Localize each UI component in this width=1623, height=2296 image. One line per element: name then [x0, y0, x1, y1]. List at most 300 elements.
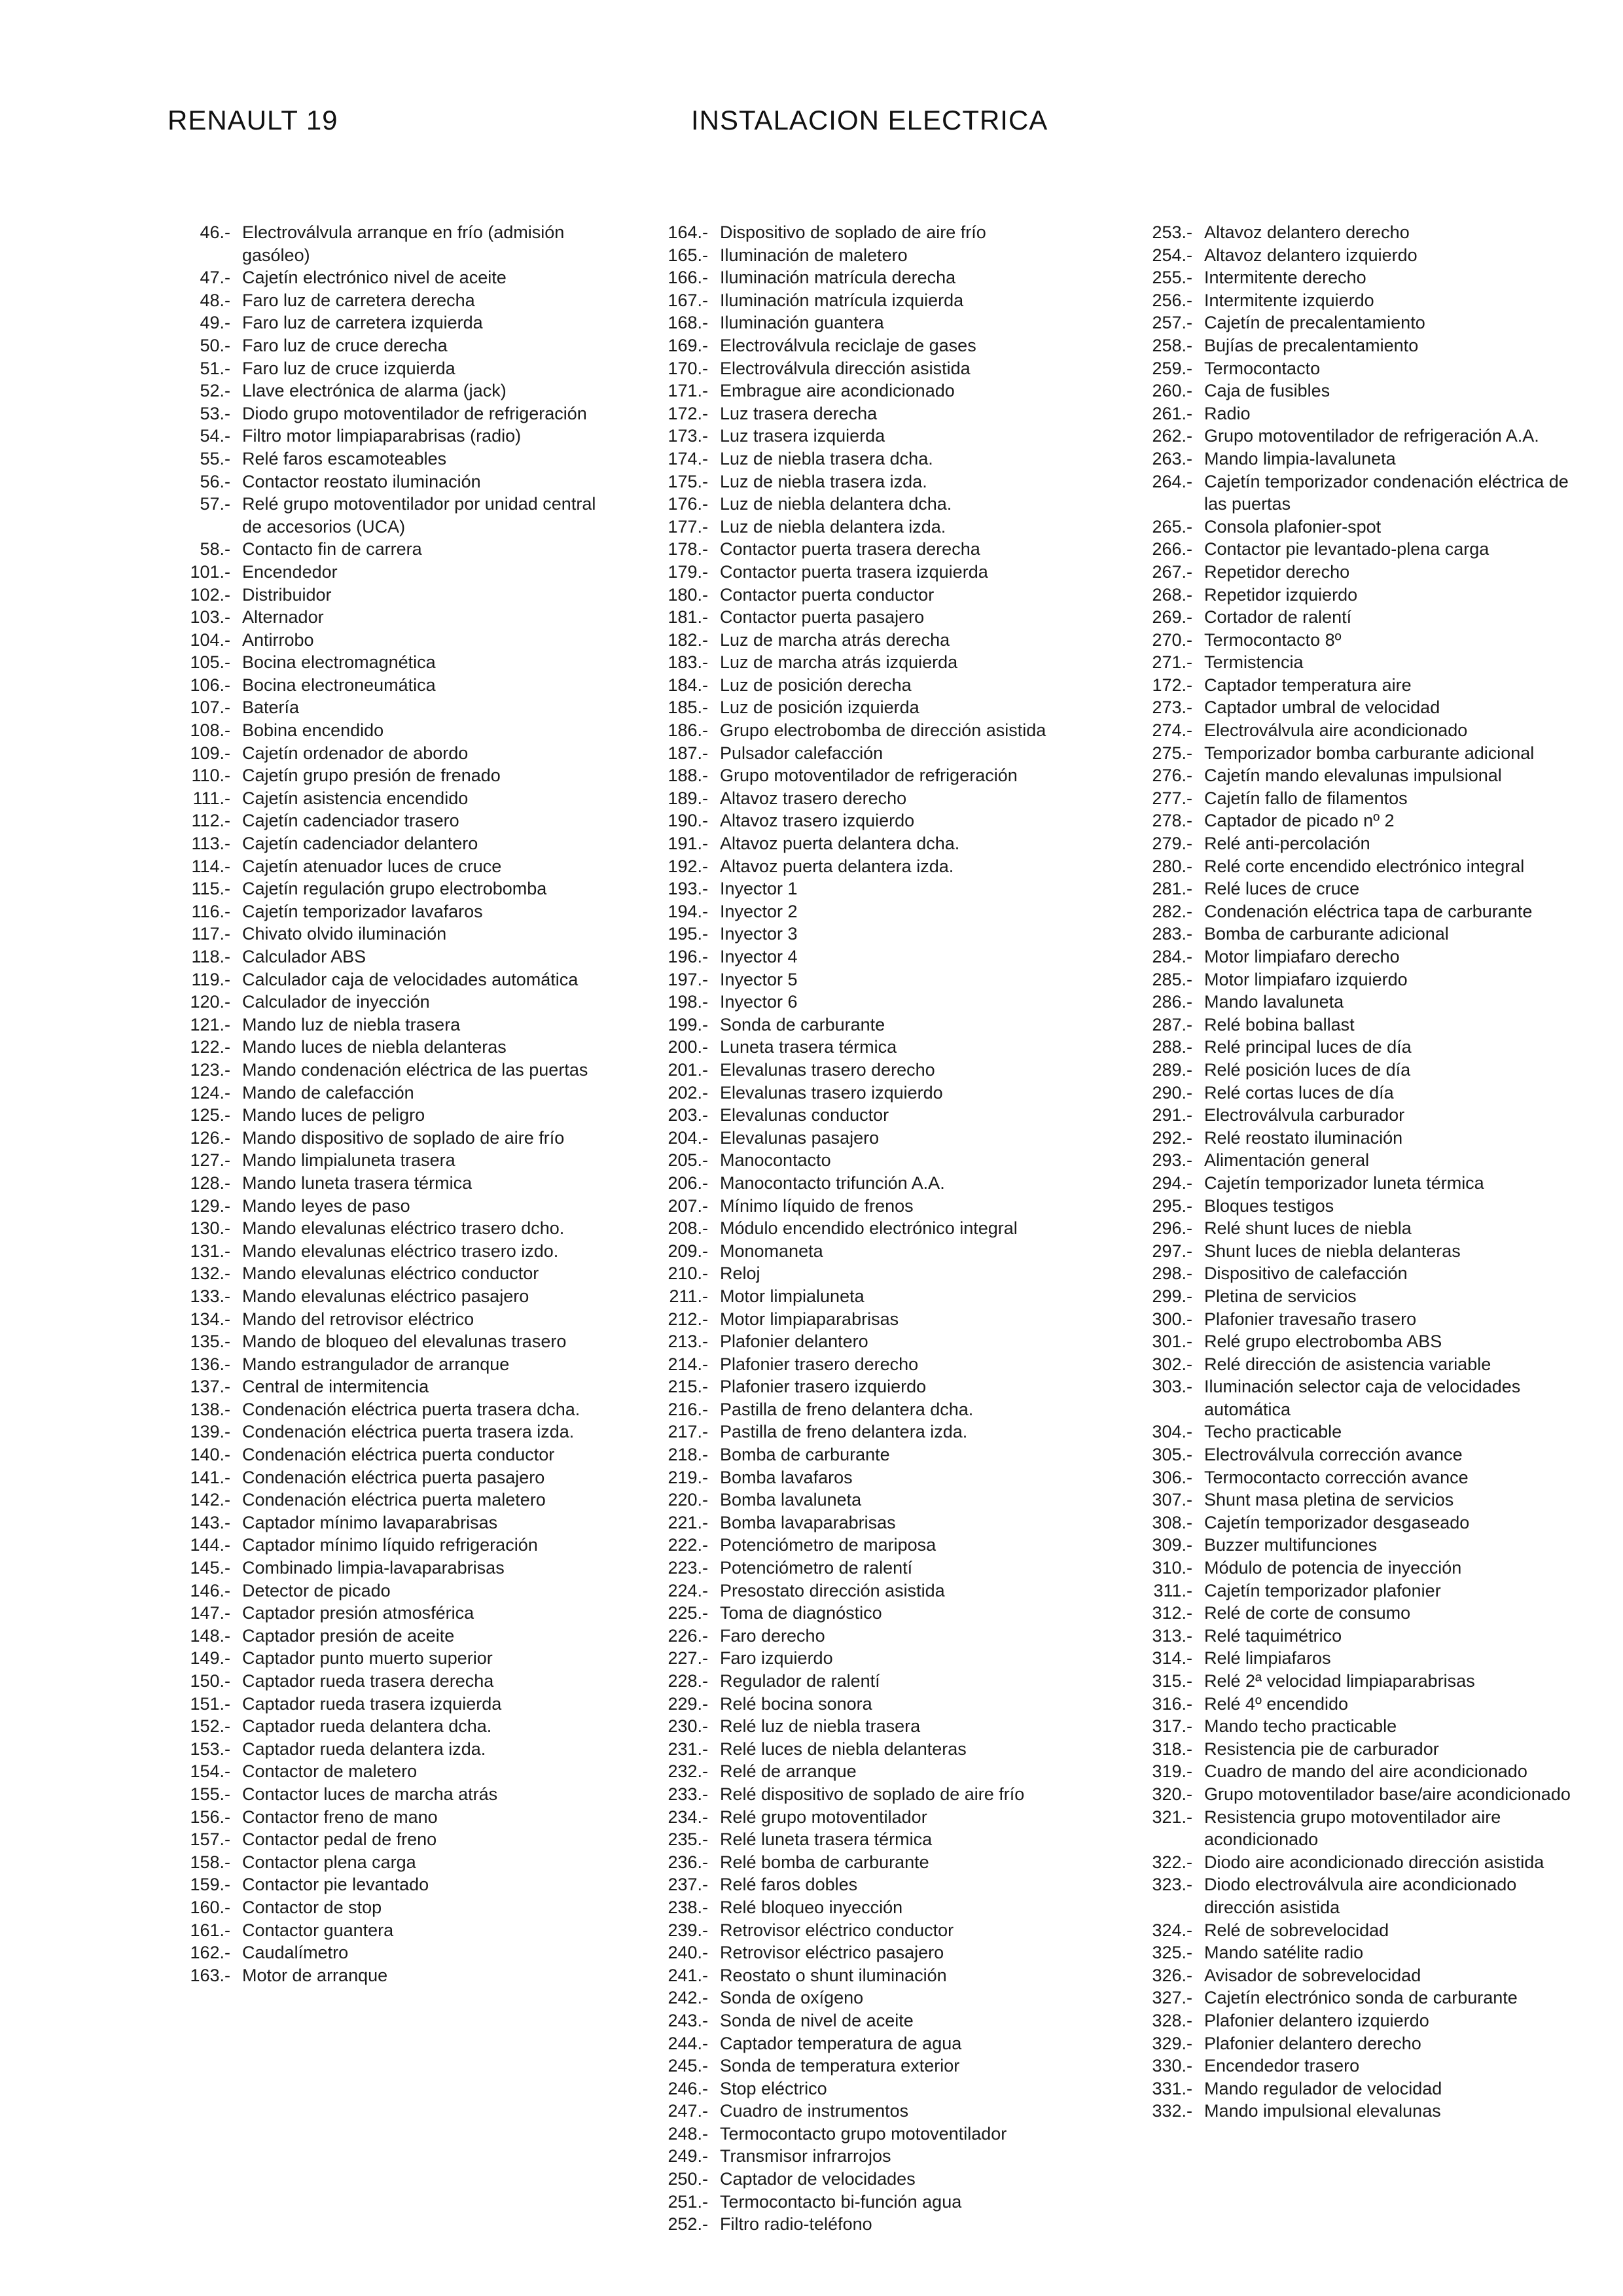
- legend-item-label: Motor limpiaparabrisas: [720, 1309, 899, 1329]
- legend-item: [654, 1398, 1099, 1421]
- legend-item-number: 138.-: [190, 1399, 230, 1419]
- legend-item-label: Techo practicable: [1204, 1422, 1342, 1442]
- legend-item-label: Grupo motoventilador de refrigeración A.A.: [1204, 426, 1539, 446]
- legend-item-number: 155.-: [190, 1784, 230, 1804]
- legend-item-number: 113.-: [191, 834, 230, 854]
- legend-item-label: Plafonier delantero izquierdo: [1204, 2010, 1429, 2030]
- legend-item: [654, 1919, 1099, 1942]
- legend-item-label: Grupo motoventilador base/aire acondicionado: [1204, 1784, 1571, 1804]
- legend-item-label: Bocina electromagnética: [242, 652, 436, 673]
- legend-item: [165, 1443, 610, 1466]
- legend-item: [654, 651, 1099, 674]
- legend-item: [165, 1851, 610, 1874]
- legend-item-number: 246.-: [668, 2078, 708, 2098]
- legend-item-label: Captador mínimo lavaparabrisas: [242, 1512, 498, 1532]
- legend-item-label: Regulador de ralentí: [720, 1671, 880, 1691]
- legend-item-label: Calculador caja de velocidades automática: [242, 969, 579, 989]
- legend-column-3: [1139, 221, 1571, 2123]
- legend-item-label: Cuadro de instrumentos: [720, 2101, 909, 2121]
- legend-item-number: 271.-: [1152, 652, 1192, 673]
- legend-item-number: 262.-: [1152, 426, 1192, 446]
- legend-item-number: 232.-: [668, 1761, 708, 1782]
- legend-item-label: Relé luneta trasera térmica: [720, 1829, 933, 1850]
- legend-item-number: 115.-: [191, 879, 230, 899]
- legend-item-label: Monomaneta: [720, 1241, 823, 1261]
- legend-item: [654, 1014, 1099, 1036]
- legend-item-number: 107.-: [190, 698, 230, 718]
- legend-item-number: 117.-: [191, 924, 230, 944]
- legend-item-number: 168.-: [668, 313, 708, 333]
- legend-item-label: Bobina encendido: [242, 720, 384, 741]
- legend-item-label: Motor limpiafaro izquierdo: [1204, 969, 1408, 989]
- legend-item-label: Retrovisor eléctrico conductor: [720, 1920, 954, 1940]
- legend-item: [654, 1353, 1099, 1376]
- legend-item: [165, 629, 610, 652]
- legend-item-label: Electroválvula aire acondicionado: [1204, 720, 1468, 741]
- legend-item-label: Mando lavaluneta: [1204, 992, 1344, 1012]
- legend-item-number: 331.-: [1152, 2078, 1192, 2098]
- legend-item-label: Inyector 5: [720, 969, 798, 989]
- legend-item: [165, 832, 610, 855]
- legend-item-number: 142.-: [190, 1490, 230, 1510]
- legend-item-label: Captador temperatura aire: [1204, 675, 1412, 695]
- legend-item: [654, 1285, 1099, 1308]
- legend-item-label: Presostato dirección asistida: [720, 1580, 945, 1600]
- legend-item-number: 223.-: [668, 1558, 708, 1578]
- legend-item: [654, 2168, 1099, 2191]
- legend-item-number: 146.-: [190, 1580, 230, 1600]
- legend-item-number: 187.-: [668, 743, 708, 763]
- legend-item-number: 128.-: [190, 1173, 230, 1193]
- legend-item: [1139, 1806, 1571, 1851]
- legend-item-label: Captador rueda trasera izquierda: [242, 1693, 502, 1714]
- legend-item: [1139, 787, 1571, 810]
- legend-item-label: Altavoz delantero izquierdo: [1204, 245, 1418, 265]
- legend-item-label: Pulsador calefacción: [720, 743, 883, 763]
- legend-item: [654, 1828, 1099, 1851]
- legend-item: [1139, 221, 1571, 244]
- legend-item-label: Relé dispositivo de soplado de aire frío: [720, 1784, 1025, 1804]
- legend-item-number: 289.-: [1152, 1059, 1192, 1080]
- legend-item-label: Captador temperatura de agua: [720, 2033, 962, 2053]
- legend-item: [654, 266, 1099, 289]
- legend-item-number: 253.-: [1152, 222, 1192, 242]
- legend-item: [1139, 1285, 1571, 1308]
- legend-item-label: Dispositivo de soplado de aire frío: [720, 222, 986, 242]
- legend-item: [165, 1262, 610, 1285]
- legend-item-number: 216.-: [668, 1399, 708, 1419]
- legend-item-label: Cajetín de precalentamiento: [1204, 313, 1425, 333]
- legend-item-number: 304.-: [1152, 1422, 1192, 1442]
- legend-item: [165, 357, 610, 380]
- legend-item: [1139, 606, 1571, 629]
- legend-item-label: Mando condenación eléctrica de las puertas: [242, 1059, 588, 1080]
- legend-item-label: Potenciómetro de mariposa: [720, 1535, 936, 1555]
- legend-item-number: 208.-: [668, 1218, 708, 1239]
- legend-item-number: 226.-: [668, 1625, 708, 1646]
- legend-item: [165, 742, 610, 765]
- legend-item: [654, 1262, 1099, 1285]
- legend-item-label: Mando luz de niebla trasera: [242, 1014, 461, 1034]
- legend-item-number: 49.-: [200, 313, 230, 333]
- legend-item-label: Iluminación de maletero: [720, 245, 908, 265]
- legend-item-number: 172.-: [1152, 675, 1192, 695]
- legend-item: [1139, 1647, 1571, 1670]
- legend-item-number: 284.-: [1152, 947, 1192, 966]
- legend-item: [165, 493, 610, 538]
- legend-item: [654, 1873, 1099, 1896]
- legend-item-number: 281.-: [1152, 879, 1192, 899]
- legend-item: [165, 651, 610, 674]
- legend-item: [654, 1104, 1099, 1127]
- legend-item-number: 195.-: [668, 924, 708, 944]
- legend-item: [165, 334, 610, 357]
- legend-item-label: Electroválvula dirección asistida: [720, 358, 971, 378]
- legend-item: [654, 1059, 1099, 1082]
- legend-item-number: 189.-: [668, 788, 708, 808]
- legend-item-label: Termistencia: [1204, 652, 1304, 673]
- legend-item: [654, 1534, 1099, 1557]
- legend-item-number: 317.-: [1152, 1716, 1192, 1737]
- legend-item: [1139, 1557, 1571, 1580]
- legend-item-number: 149.-: [190, 1648, 230, 1669]
- legend-item-number: 320.-: [1152, 1784, 1192, 1804]
- legend-item: [165, 1082, 610, 1104]
- legend-item-number: 258.-: [1152, 335, 1192, 355]
- legend-item-number: 306.-: [1152, 1467, 1192, 1487]
- legend-item-number: 58.-: [200, 539, 230, 559]
- legend-item-number: 322.-: [1152, 1852, 1192, 1872]
- legend-item-label: Combinado limpia-lavaparabrisas: [242, 1558, 505, 1578]
- legend-item-number: 329.-: [1152, 2033, 1192, 2053]
- legend-item-label: Altavoz delantero derecho: [1204, 222, 1410, 242]
- legend-item-number: 276.-: [1152, 766, 1192, 786]
- legend-item: [654, 1557, 1099, 1580]
- legend-item: [654, 1806, 1099, 1829]
- legend-item: [165, 1896, 610, 1919]
- legend-item-label: Termocontacto corrección avance: [1204, 1467, 1469, 1487]
- legend-item: [654, 945, 1099, 968]
- legend-item-label: Altavoz puerta delantera dcha.: [720, 834, 960, 854]
- legend-item-number: 225.-: [668, 1603, 708, 1623]
- legend-item-label: Condenación eléctrica tapa de carburante: [1204, 901, 1533, 921]
- legend-item-number: 291.-: [1152, 1105, 1192, 1125]
- legend-item: [165, 855, 610, 878]
- legend-item: [1139, 516, 1571, 539]
- legend-item: [1139, 561, 1571, 584]
- legend-item: [1139, 1919, 1571, 1942]
- legend-item: [165, 787, 610, 810]
- legend-item-number: 192.-: [668, 856, 708, 876]
- legend-item-label: Captador de picado nº 2: [1204, 811, 1395, 831]
- legend-item: [1139, 2032, 1571, 2055]
- legend-item-number: 144.-: [190, 1535, 230, 1555]
- legend-item-label: Inyector 6: [720, 992, 798, 1012]
- legend-item-label: Relé faros escamoteables: [242, 448, 447, 468]
- legend-item-label: Mando de calefacción: [242, 1082, 414, 1103]
- legend-item: [654, 1647, 1099, 1670]
- legend-item: [165, 1149, 610, 1172]
- legend-item-label: Bomba lavaparabrisas: [720, 1512, 896, 1532]
- legend-item: [1139, 1375, 1571, 1421]
- legend-item-number: 235.-: [668, 1829, 708, 1850]
- legend-item-label: Chivato olvido iluminación: [242, 924, 447, 944]
- legend-item: [654, 221, 1099, 244]
- legend-item-label: Mando elevalunas eléctrico conductor: [242, 1263, 539, 1284]
- legend-item-number: 230.-: [668, 1716, 708, 1737]
- legend-item-label: Embrague aire acondicionado: [720, 381, 955, 401]
- legend-item: [165, 1466, 610, 1489]
- legend-item: [165, 1421, 610, 1443]
- legend-item-number: 326.-: [1152, 1965, 1192, 1985]
- legend-item-number: 315.-: [1152, 1671, 1192, 1691]
- legend-item-number: 103.-: [190, 607, 230, 627]
- legend-item-label: Pletina de servicios: [1204, 1286, 1357, 1306]
- legend-item: [1139, 1987, 1571, 2009]
- legend-item-number: 298.-: [1152, 1263, 1192, 1284]
- legend-item: [1139, 1738, 1571, 1761]
- legend-item-label: Contactor puerta pasajero: [720, 607, 925, 627]
- legend-item: [165, 1330, 610, 1353]
- legend-item-number: 148.-: [190, 1625, 230, 1646]
- legend-item-label: Encendedor: [242, 561, 338, 582]
- legend-item-number: 261.-: [1152, 403, 1192, 423]
- legend-item: [165, 1511, 610, 1534]
- legend-item-number: 237.-: [668, 1875, 708, 1895]
- legend-item: [654, 1987, 1099, 2009]
- legend-item-label: Termocontacto: [1204, 358, 1321, 378]
- legend-item-number: 328.-: [1152, 2010, 1192, 2030]
- legend-item-number: 321.-: [1152, 1807, 1192, 1827]
- legend-item-label: Cajetín atenuador luces de cruce: [242, 856, 502, 876]
- legend-item-label: Pastilla de freno delantera dcha.: [720, 1399, 974, 1419]
- legend-item: [654, 380, 1099, 402]
- legend-item: [654, 629, 1099, 652]
- legend-item: [654, 1964, 1099, 1987]
- legend-item-label: Calculador de inyección: [242, 992, 430, 1012]
- legend-item: [165, 696, 610, 719]
- legend-item-number: 307.-: [1152, 1490, 1192, 1510]
- legend-item-label: Relé de arranque: [720, 1761, 857, 1782]
- legend-item-number: 136.-: [190, 1354, 230, 1374]
- legend-item: [654, 1443, 1099, 1466]
- legend-item-label: Elevalunas conductor: [720, 1105, 889, 1125]
- legend-item: [654, 538, 1099, 561]
- legend-item-number: 170.-: [668, 358, 708, 378]
- legend-item: [1139, 923, 1571, 945]
- legend-item: [1139, 425, 1571, 448]
- legend-item-number: 178.-: [668, 539, 708, 559]
- legend-item-number: 182.-: [668, 629, 708, 650]
- legend-item: [165, 1240, 610, 1263]
- legend-item-label: Luz de posición izquierda: [720, 698, 919, 718]
- legend-item-label: Shunt luces de niebla delanteras: [1204, 1241, 1461, 1261]
- legend-item-number: 312.-: [1152, 1603, 1192, 1623]
- legend-item: [1139, 1082, 1571, 1104]
- legend-item: [654, 2145, 1099, 2168]
- legend-item: [654, 1625, 1099, 1648]
- legend-item: [654, 1195, 1099, 1218]
- legend-item-number: 139.-: [190, 1422, 230, 1442]
- legend-item-number: 119.-: [191, 969, 230, 989]
- legend-item-label: Mando leyes de paso: [242, 1195, 410, 1216]
- legend-item: [165, 1625, 610, 1648]
- legend-item: [654, 742, 1099, 765]
- legend-item-number: 251.-: [668, 2191, 708, 2212]
- legend-item-label: Captador mínimo líquido refrigeración: [242, 1535, 538, 1555]
- legend-item-number: 157.-: [190, 1829, 230, 1850]
- legend-item: [1139, 2055, 1571, 2077]
- legend-item: [1139, 651, 1571, 674]
- legend-item-number: 211.-: [669, 1286, 708, 1306]
- legend-item: [165, 380, 610, 402]
- legend-item: [654, 674, 1099, 697]
- legend-item-number: 191.-: [668, 834, 708, 854]
- legend-item-label: Relé posición luces de día: [1204, 1059, 1411, 1080]
- legend-item-number: 167.-: [668, 290, 708, 310]
- legend-item-label: Captador de velocidades: [720, 2169, 916, 2189]
- legend-item: [1139, 2009, 1571, 2032]
- legend-item: [165, 900, 610, 923]
- legend-item-number: 159.-: [190, 1875, 230, 1895]
- legend-item-label: Relé bloqueo inyección: [720, 1897, 903, 1917]
- legend-item: [1139, 470, 1571, 516]
- legend-item-number: 110.-: [191, 766, 230, 786]
- legend-item-number: 305.-: [1152, 1445, 1192, 1465]
- legend-item-label: Consola plafonier-spot: [1204, 516, 1382, 537]
- legend-item-label: Cajetín electrónico nivel de aceite: [242, 268, 507, 288]
- legend-item: [654, 493, 1099, 516]
- legend-item-label: Mando limpia-lavaluneta: [1204, 448, 1396, 468]
- legend-item: [165, 764, 610, 787]
- legend-item-number: 263.-: [1152, 448, 1192, 468]
- legend-item-label: Sonda de nivel de aceite: [720, 2010, 914, 2030]
- legend-item-label: Cuadro de mando del aire acondicionado: [1204, 1761, 1527, 1782]
- legend-item-number: 152.-: [190, 1716, 230, 1737]
- legend-item-label: Intermitente derecho: [1204, 268, 1366, 288]
- legend-item: [654, 1896, 1099, 1919]
- legend-item: [1139, 855, 1571, 878]
- legend-item-number: 131.-: [190, 1241, 230, 1261]
- legend-item-label: Cajetín grupo presión de frenado: [242, 766, 501, 786]
- legend-item-label: Contactor guantera: [242, 1920, 394, 1940]
- legend-item-label: Módulo encendido electrónico integral: [720, 1218, 1018, 1239]
- legend-item-label: Cortador de ralentí: [1204, 607, 1352, 627]
- legend-item-number: 147.-: [190, 1603, 230, 1623]
- legend-item-label: Mando limpialuneta trasera: [242, 1150, 455, 1171]
- legend-item-number: 52.-: [200, 381, 230, 401]
- legend-item-number: 260.-: [1152, 381, 1192, 401]
- legend-item: [165, 1828, 610, 1851]
- legend-item-number: 233.-: [668, 1784, 708, 1804]
- legend-item-label: Bocina electroneumática: [242, 675, 436, 695]
- legend-item-number: 294.-: [1152, 1173, 1192, 1193]
- legend-item-number: 106.-: [190, 675, 230, 695]
- legend-item: [654, 1489, 1099, 1511]
- legend-item-label: Reloj: [720, 1263, 760, 1284]
- legend-item: [654, 561, 1099, 584]
- legend-item: [165, 1557, 610, 1580]
- legend-item-label: Iluminación selector caja de velocidades automática: [1204, 1377, 1521, 1419]
- legend-item-label: Cajetín asistencia encendido: [242, 788, 469, 808]
- legend-item: [1139, 1443, 1571, 1466]
- legend-item: [654, 470, 1099, 493]
- legend-item-number: 114.-: [191, 856, 230, 876]
- legend-item-number: 201.-: [668, 1059, 708, 1080]
- legend-item: [654, 2009, 1099, 2032]
- legend-item: [654, 719, 1099, 742]
- legend-item-number: 47.-: [200, 268, 230, 288]
- legend-item: [165, 1806, 610, 1829]
- legend-item-label: Encendedor trasero: [1204, 2056, 1360, 2076]
- legend-item-label: Cajetín temporizador desgaseado: [1204, 1512, 1470, 1532]
- legend-item: [1139, 289, 1571, 312]
- legend-item: [1139, 2100, 1571, 2123]
- legend-item-label: Inyector 4: [720, 947, 798, 966]
- legend-item: [654, 1172, 1099, 1195]
- legend-item-number: 51.-: [200, 358, 230, 378]
- legend-item-number: 217.-: [668, 1422, 708, 1442]
- legend-item-label: Captador presión de aceite: [242, 1625, 455, 1646]
- legend-item-number: 224.-: [668, 1580, 708, 1600]
- legend-item: [1139, 1195, 1571, 1218]
- legend-item-number: 214.-: [668, 1354, 708, 1374]
- legend-item-label: Contactor pie levantado-plena carga: [1204, 539, 1489, 559]
- legend-item-label: Faro izquierdo: [720, 1648, 833, 1669]
- legend-item-number: 267.-: [1152, 561, 1192, 582]
- legend-item-number: 257.-: [1152, 313, 1192, 333]
- legend-item-label: Filtro radio-teléfono: [720, 2214, 872, 2234]
- legend-item-number: 120.-: [190, 992, 230, 1012]
- legend-item-label: Buzzer multifunciones: [1204, 1535, 1378, 1555]
- legend-item-number: 242.-: [668, 1988, 708, 2008]
- legend-item-label: Captador rueda delantera dcha.: [242, 1716, 492, 1737]
- legend-item: [165, 1670, 610, 1693]
- legend-item: [1139, 945, 1571, 968]
- legend-item-label: Cajetín temporizador plafonier: [1204, 1580, 1441, 1600]
- legend-item: [654, 1421, 1099, 1443]
- legend-item: [654, 2100, 1099, 2123]
- legend-item: [1139, 968, 1571, 991]
- legend-item-label: Cajetín mando elevalunas impulsional: [1204, 766, 1502, 786]
- legend-item-label: Contactor freno de mano: [242, 1807, 438, 1827]
- legend-item-label: Diodo grupo motoventilador de refrigeración: [242, 403, 587, 423]
- legend-item: [1139, 1693, 1571, 1716]
- legend-item: [165, 945, 610, 968]
- legend-item-number: 227.-: [668, 1648, 708, 1669]
- legend-item-number: 130.-: [190, 1218, 230, 1239]
- legend-item: [165, 1919, 610, 1942]
- legend-item: [654, 900, 1099, 923]
- legend-item: [1139, 719, 1571, 742]
- legend-item-number: 324.-: [1152, 1920, 1192, 1940]
- legend-item: [165, 1964, 610, 1987]
- legend-item: [165, 1059, 610, 1082]
- legend-item-number: 196.-: [668, 947, 708, 966]
- legend-item-number: 206.-: [668, 1173, 708, 1193]
- legend-item-label: Plafonier delantero derecho: [1204, 2033, 1421, 2053]
- legend-item-number: 154.-: [190, 1761, 230, 1782]
- legend-item: [1139, 1149, 1571, 1172]
- legend-item: [1139, 1330, 1571, 1353]
- legend-item: [1139, 1127, 1571, 1150]
- legend-item-label: Repetidor izquierdo: [1204, 584, 1358, 605]
- legend-item-number: 330.-: [1152, 2056, 1192, 2076]
- legend-item-number: 204.-: [668, 1127, 708, 1148]
- legend-item: [654, 696, 1099, 719]
- legend-item-number: 124.-: [190, 1082, 230, 1103]
- legend-item: [654, 1330, 1099, 1353]
